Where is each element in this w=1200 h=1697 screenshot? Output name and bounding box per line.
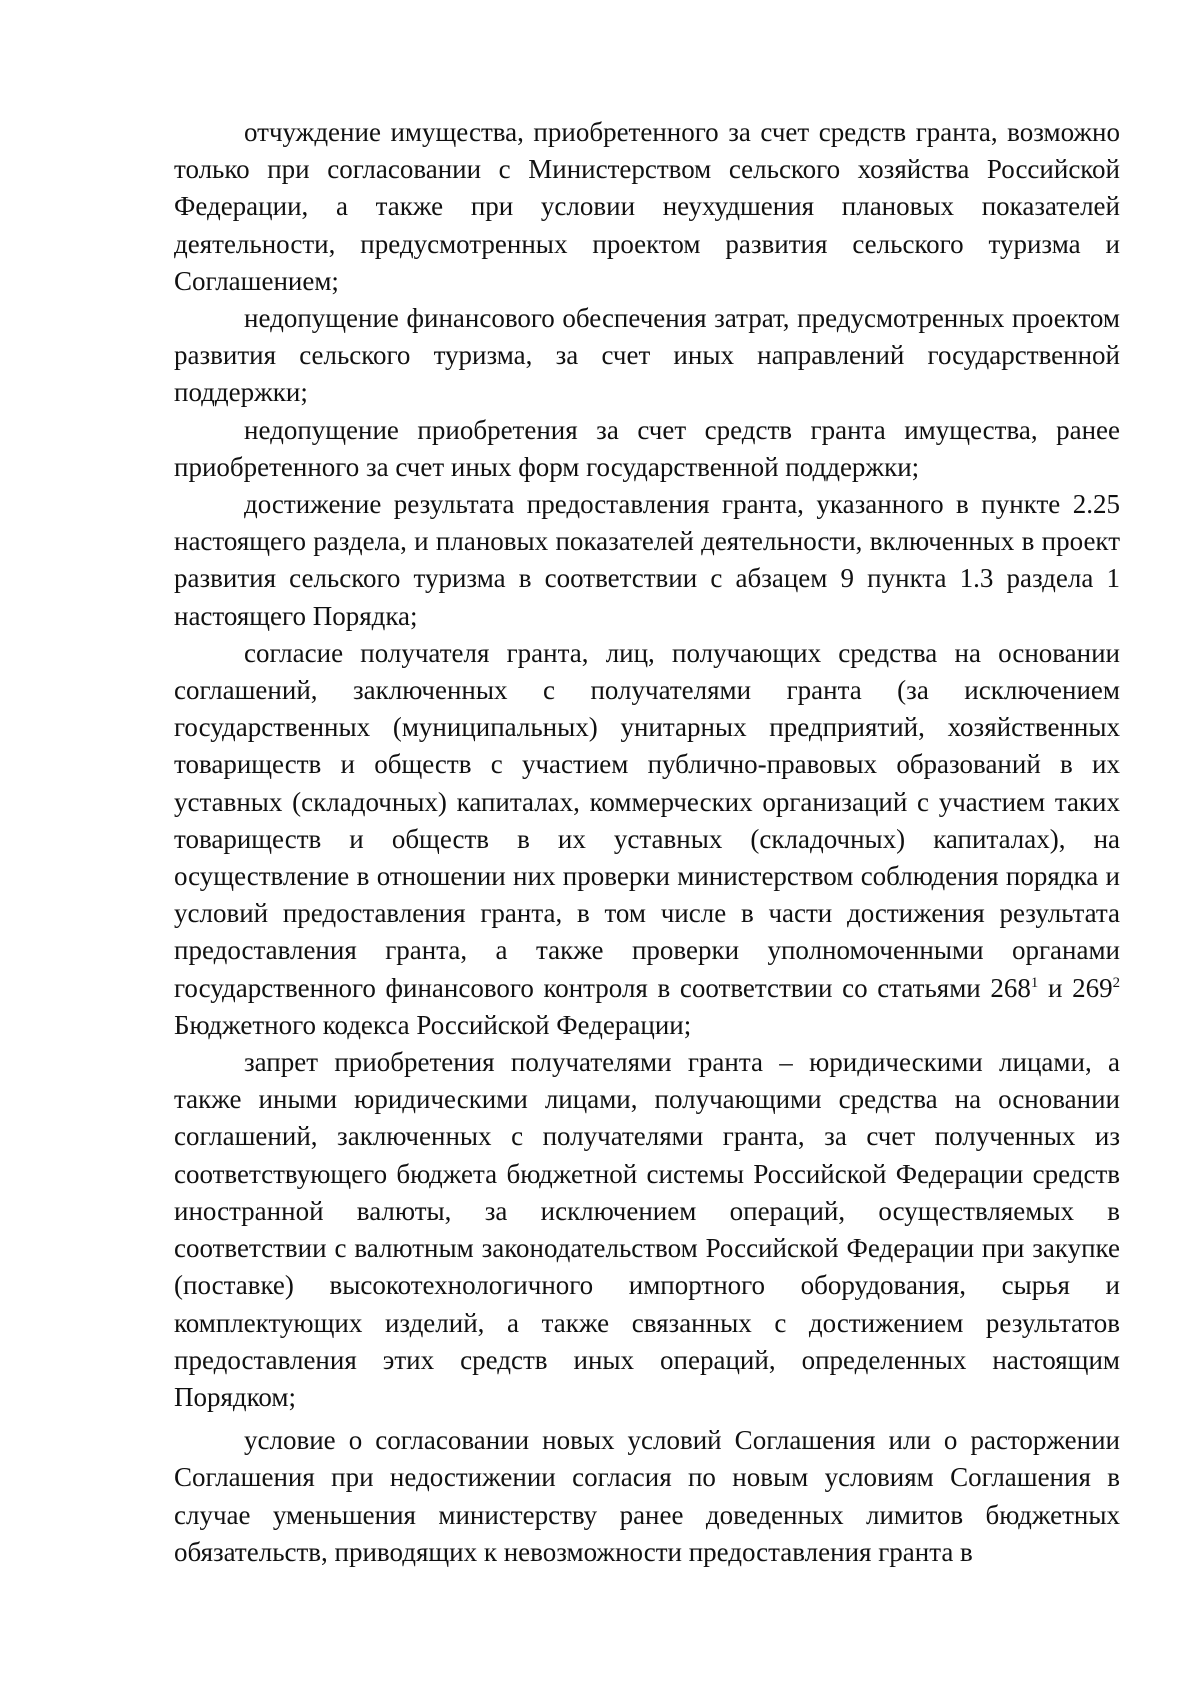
consent-text-mid: и 269 — [1038, 972, 1113, 1003]
paragraph-currency-ban: запрет приобретения получателями гранта – юридическими лицами, а также иными юридическими лицами, получающими средства на основании соглашений, заключенных с получателями гранта, за счет полученных из соответствующего бюджета бюджетной системы Российской Федерации средств иностранной валюты, за исключением операций, осуществляемых в соответствии с валютным законодательством Российской Федерации при закупке (поставке) высокотехнологичного импортного оборудования, сырья и комплектующих изделий, а также связанных с достижением результатов предоставления этих средств иных операций, определенных настоящим Порядком; — [174, 1047, 1120, 1412]
footnote-superscript-1: 1 — [1030, 974, 1039, 991]
footnote-superscript-2: 2 — [1112, 974, 1120, 991]
consent-text-start: согласие получателя гранта, лиц, получающих средства на основании соглашений, заключенных с получателями гранта (за исключением государственных (муниципальных) унитарных предприятий, хозяйственных товариществ и обществ с участием публично-правовых образований в их уставных (складочных) капиталах, коммерческих организаций с участием таких товариществ и обществ в их уставных (складочных) капиталах), на осуществление в отношении них проверки министерством соблюдения порядка и условий предоставления гранта, в том числе в части достижения результата предоставления гранта, а также проверки уполномоченными органами государственного финансового контроля в соответствии со статьями 268 — [174, 637, 1120, 1003]
paragraph-agreement-renegotiation: условие о согласовании новых условий Соглашения или о расторжении Соглашения при недостижении согласия по новым условиям Соглашения в случае уменьшения министерству ранее доведенных лимитов бюджетных обязательств, приводящих к невозможности предоставления гранта в — [174, 1425, 1120, 1567]
consent-text-end: Бюджетного кодекса Российской Федерации; — [174, 1009, 692, 1040]
paragraph-no-double-financing: недопущение финансового обеспечения затрат, предусмотренных проектом развития сельского туризма, за счет иных направлений государственной поддержки; — [174, 303, 1120, 408]
paragraph-consent-to-inspection — [174, 635, 1120, 1044]
document-body — [174, 114, 1120, 1571]
paragraph-property-alienation: отчуждение имущества, приобретенного за счет средств гранта, возможно только при согласовании с Министерством сельского хозяйства Российской Федерации, а также при условии неухудшения плановых показателей деятельности, предусмотренных проектом развития сельского туризма и Соглашением; — [174, 117, 1120, 296]
paragraph-no-repurchase: недопущение приобретения за счет средств гранта имущества, ранее приобретенного за счет иных форм государственной поддержки; — [174, 414, 1120, 482]
paragraph-result-achievement: достижение результата предоставления гранта, указанного в пункте 2.25 настоящего раздела, и плановых показателей деятельности, включенных в проект развития сельского туризма в соответствии с абзацем 9 пункта 1.3 раздела 1 настоящего Порядка; — [174, 489, 1120, 631]
